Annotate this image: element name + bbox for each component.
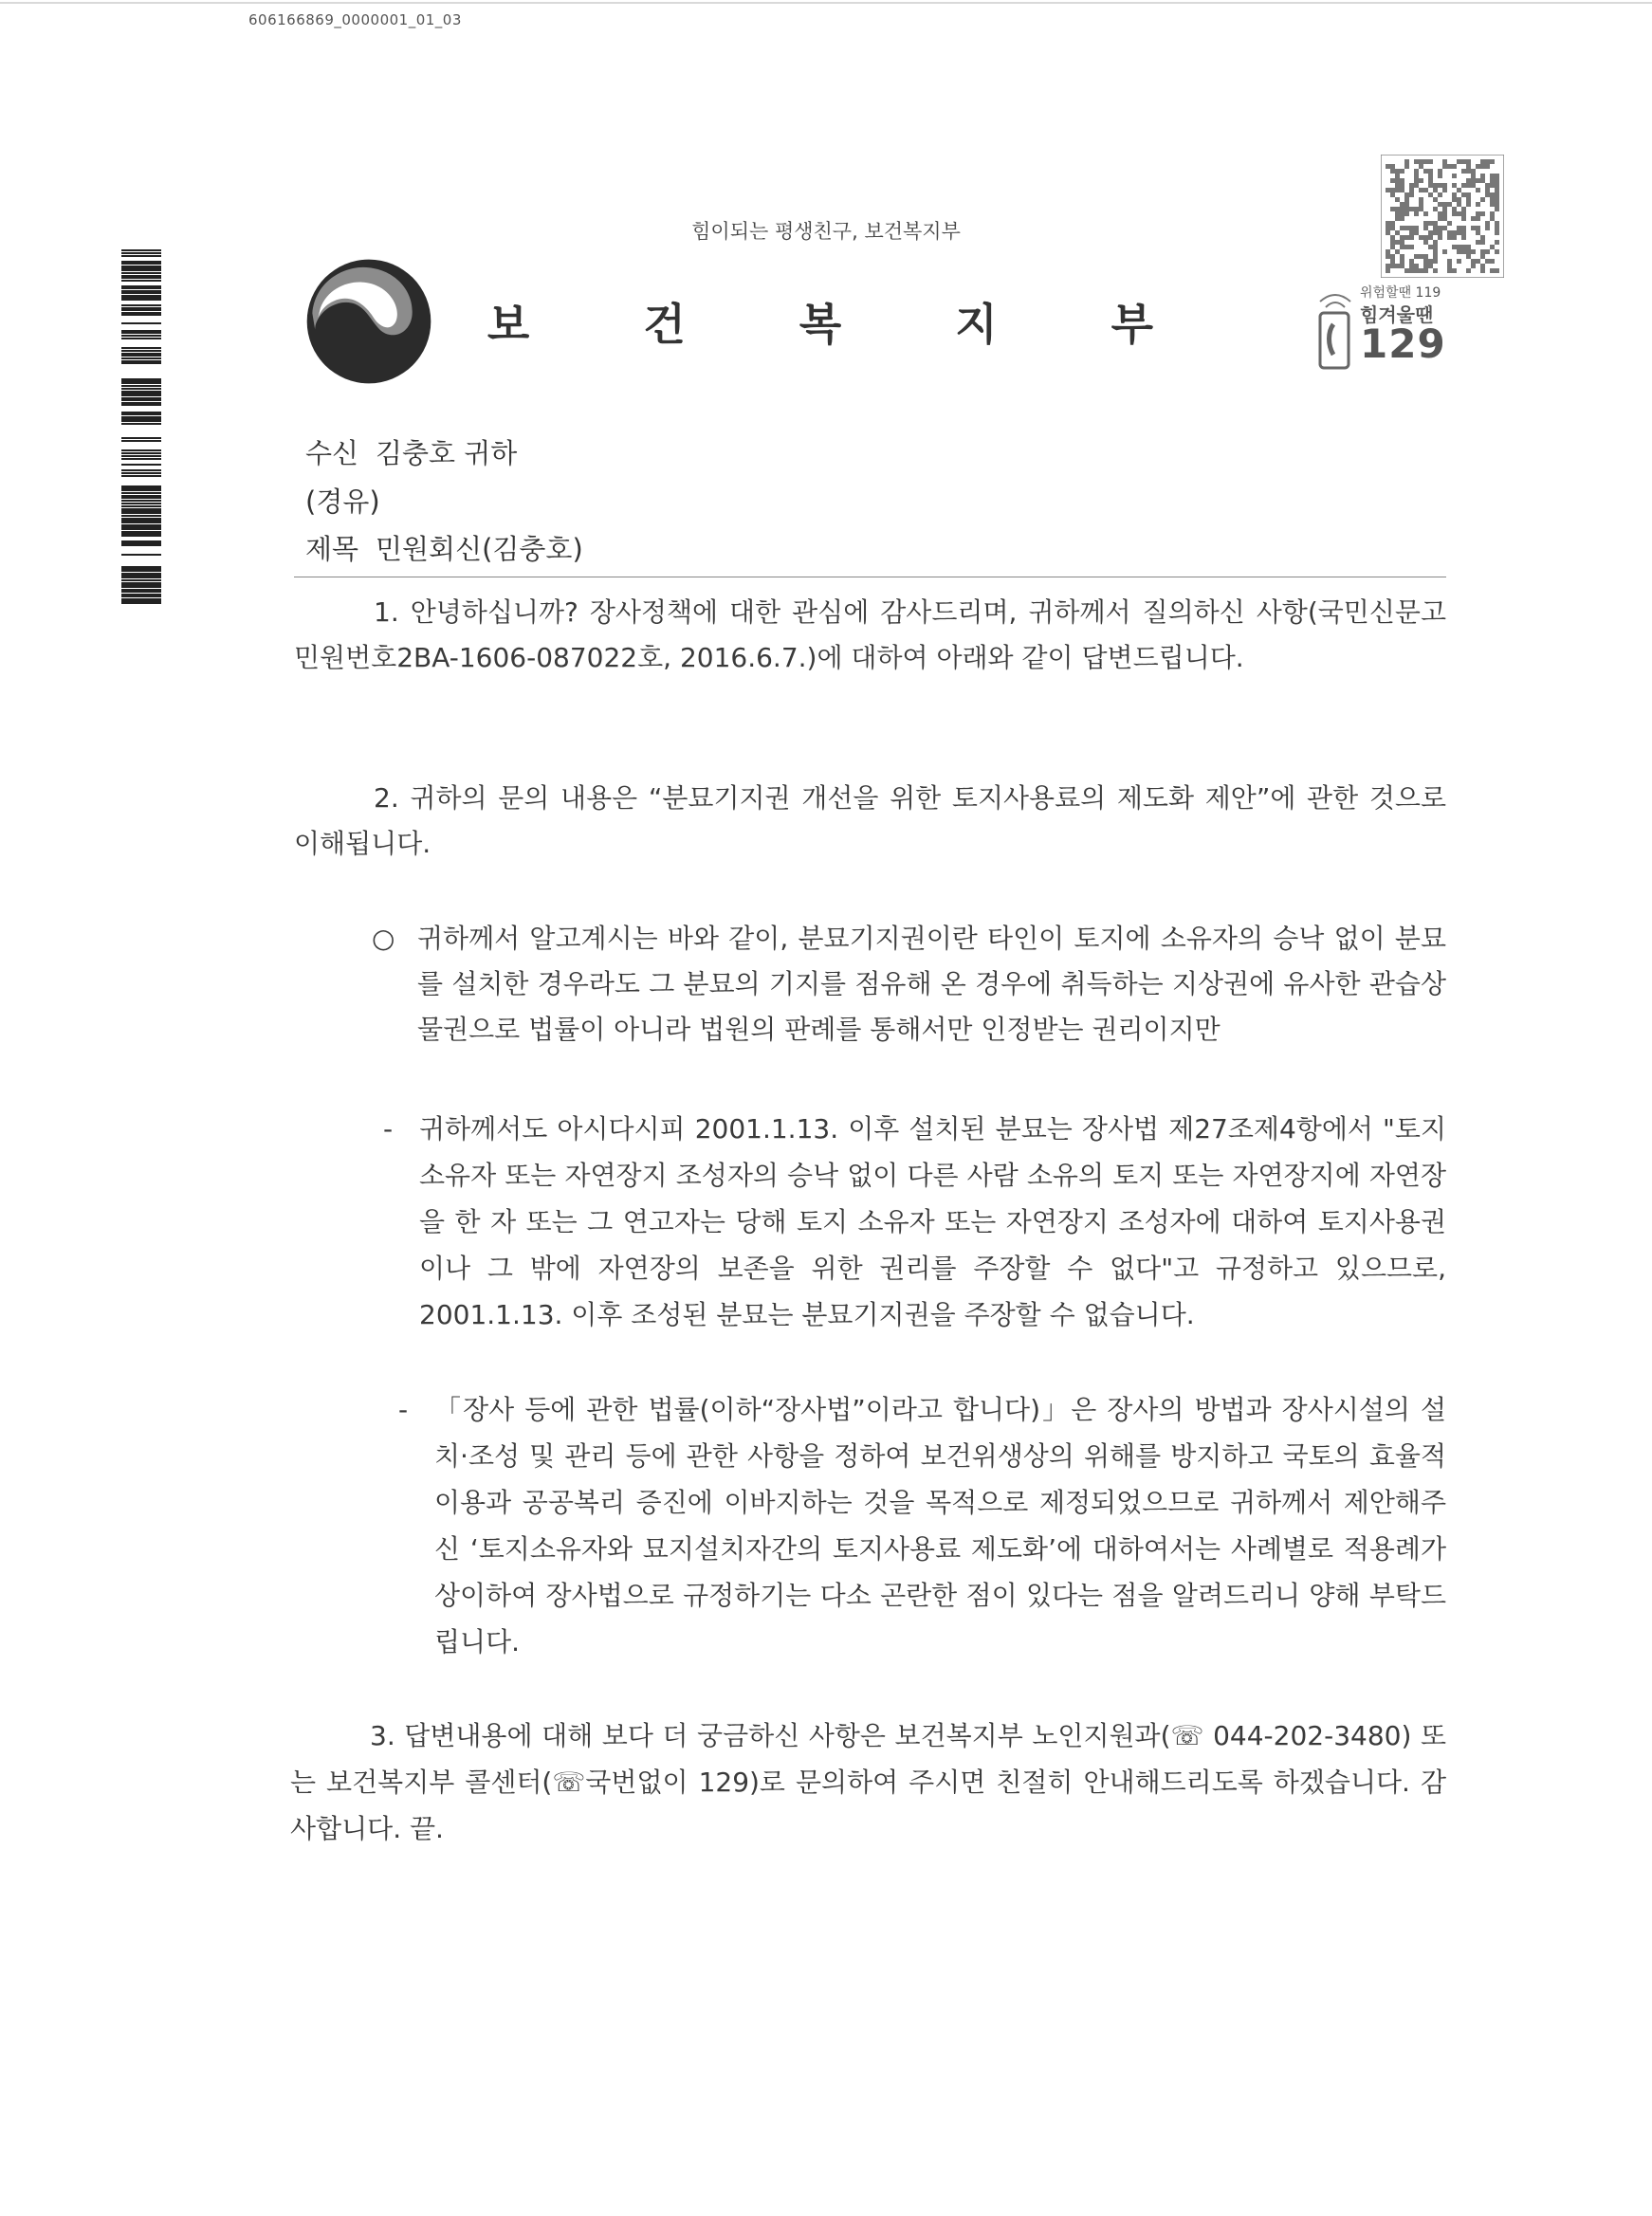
document-id: 606166869_0000001_01_03: [248, 11, 462, 28]
qr-code-icon: [1381, 155, 1504, 278]
recipient-label: 수신: [305, 437, 359, 469]
scan-edge-line: [0, 2, 1652, 4]
hotline-119-text: 위험할땐 119: [1360, 285, 1441, 301]
paragraph-3-text: 3. 답변내용에 대해 보다 더 궁금하신 사항은 보건복지부 노인지원과(☏ 044-202-3480) 또는 보건복지부 콜센터(☏국번없이 129)로 문의하여 주시면 친절히 안내해드리도록 하겠습니다. 감사합니다. 끝.: [290, 1720, 1446, 1844]
bullet-item: [372, 916, 1446, 1053]
paragraph-1: [294, 590, 1446, 681]
dash-text-2: 「장사 등에 관한 법률(이하“장사법”이라고 합니다)」은 장사의 방법과 장사시설의 설치·조성 및 관리 등에 관한 사항을 정하여 보건위생상의 위해를 방지하고 국토의 효율적 이용과 공공복리 증진에 이바지하는 것을 목적으로 제정되었으므로 귀하께서 제안해주신 ‘토지소유자와 묘지설치자간의 토지사용료 제도화’에 대하여서는 사례별로 적용례가 상이하여 장사법으로 규정하기는 다소 곤란한 점이 있다는 점을 알려드리니 양해 부탁드립니다.: [434, 1394, 1446, 1657]
via-label: (경유): [305, 485, 380, 518]
subject-label: 제목: [305, 533, 359, 565]
paragraph-2-text: 2. 귀하의 문의 내용은 “분묘기지권 개선을 위한 토지사용료의 제도화 제안”에 관한 것으로 이해됩니다.: [294, 782, 1446, 859]
subject-line: [305, 528, 583, 567]
hotline-label: 힘겨울땐: [1360, 303, 1434, 326]
recipient-line: [305, 432, 517, 471]
dash-item-1: [383, 1106, 1446, 1338]
ministry-title: 보 건 복 지 부: [486, 299, 1203, 350]
bullet-text: 귀하께서 알고계시는 바와 같이, 분묘기지권이란 타인이 토지에 소유자의 승낙 없이 분묘를 설치한 경우라도 그 분묘의 기지를 점유해 온 경우에 취득하는 지상권에 유사한 관습상 물권으로 법률이 아니라 법원의 판례를 통해서만 인정받는 권리이지만: [417, 923, 1446, 1045]
dash-item-2: [398, 1386, 1446, 1665]
paragraph-3: [290, 1712, 1446, 1852]
dash-mark-1: -: [383, 1113, 394, 1145]
via-line: [305, 481, 380, 520]
paragraph-2: [294, 776, 1446, 867]
slogan: 힘이되는 평생친구, 보건복지부: [691, 220, 961, 243]
hotline-number: 129: [1360, 320, 1446, 367]
recipient-value: 김충호 귀하: [376, 437, 518, 469]
subject-value: 민원회신(김충호): [376, 533, 583, 565]
paragraph-1-text: 1. 안녕하십니까? 장사정책에 대한 관심에 감사드리며, 귀하께서 질의하신 사항(국민신문고 민원번호2BA-1606-087022호, 2016.6.7.)에 대하여 아래와 같이 답변드립니다.: [294, 596, 1446, 673]
dash-text-1: 귀하께서도 아시다시피 2001.1.13. 이후 설치된 분묘는 장사법 제27조제4항에서 "토지 소유자 또는 자연장지 조성자의 승낙 없이 다른 사람 소유의 토지 또는 자연장지에 자연장을 한 자 또는 그 연고자는 당해 토지 소유자 또는 자연장지 조성자에 대하여 토지사용권이나 그 밖에 자연장의 보존을 위한 권리를 주장할 수 없다"고 규정하고 있으므로, 2001.1.13. 이후 조성된 분묘는 분묘기지권을 주장할 수 없습니다.: [419, 1113, 1446, 1330]
dash-mark-2: -: [398, 1394, 409, 1425]
bullet-mark: ○: [372, 923, 395, 954]
